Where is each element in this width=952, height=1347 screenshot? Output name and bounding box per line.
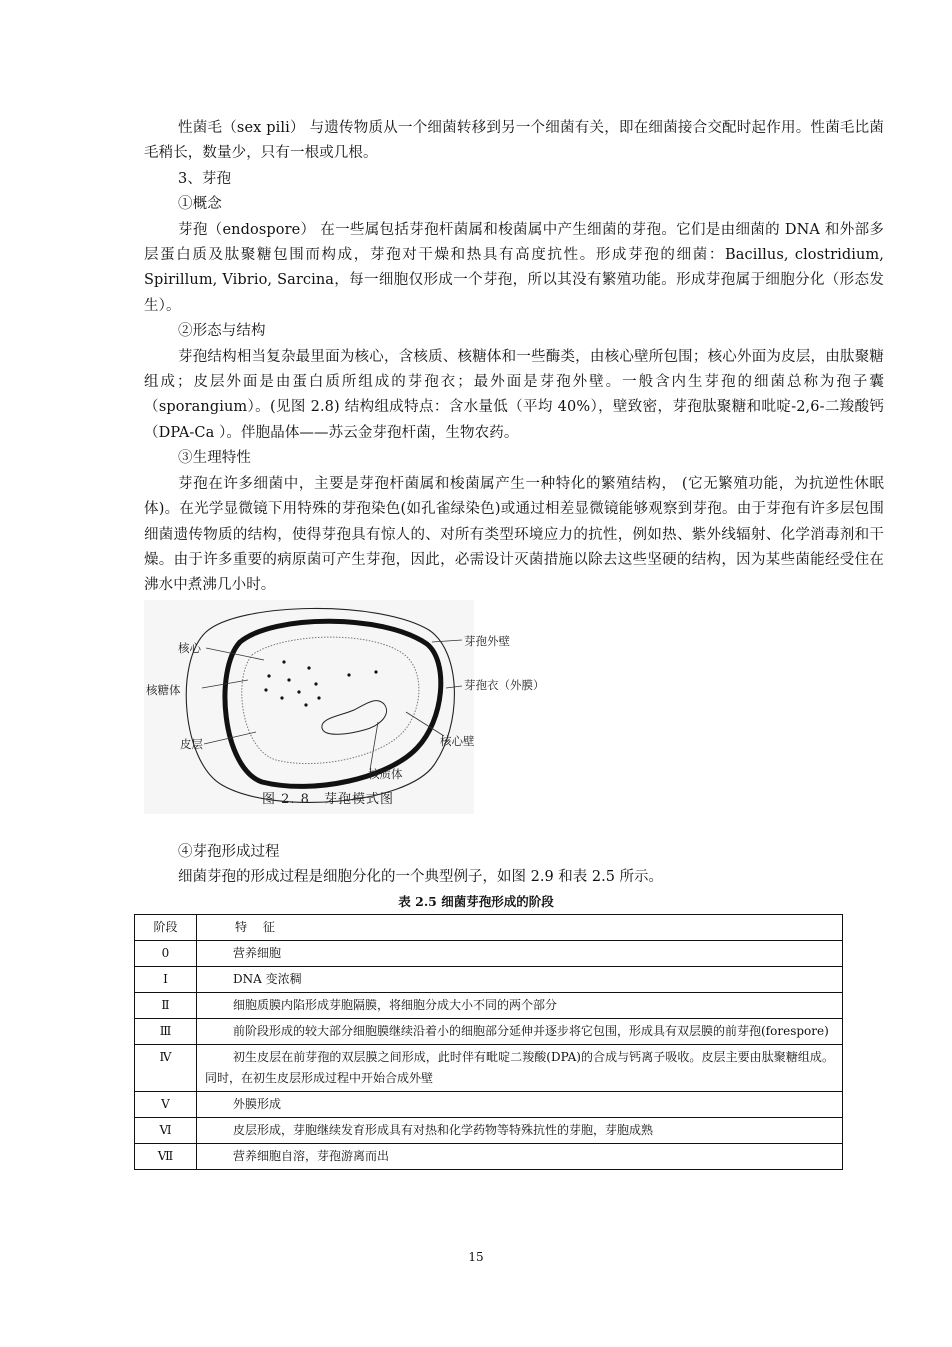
heading-morphology: ②形态与结构 xyxy=(178,323,266,340)
header-feature: 特 征 xyxy=(197,915,843,941)
paragraph-physiology: 芽孢在许多细菌中，主要是芽孢杆菌属和梭菌属产生一种特化的繁殖结构， (它无繁殖功能，为抗逆性休眠体)。在光学显微镜下用特殊的芽孢染色(如孔雀绿染色)或通过相差显微镜能够观察到芽孢。由于芽孢有许多层包围细菌遗传物质的结构，使得芽孢具有惊人的、对所有类型环境应力的抗性，例如热、紫外线辐射、化学消毒剂和干燥。由于许多重要的病原菌可产生芽孢，因此，必需设计灭菌措施以除去这些坚硬的结构，因为某些菌能经受住在沸水中煮沸几小时。 xyxy=(144,475,884,594)
stage-cell: Ⅲ xyxy=(135,1019,197,1045)
feature-cell: 营养细胞 xyxy=(197,941,843,967)
spore-diagram xyxy=(144,600,545,814)
label-core: 核心 xyxy=(178,641,201,655)
table-row xyxy=(135,941,843,967)
section-4 xyxy=(144,840,884,890)
label-spore-coat: 芽孢衣（外膜） xyxy=(464,678,545,692)
table-title: 表 2.5 细菌芽孢形成的阶段 xyxy=(398,894,554,909)
stage-cell: 0 xyxy=(135,941,197,967)
stage-cell: Ⅳ xyxy=(135,1045,197,1092)
paragraph-formation: 细菌芽孢的形成过程是细胞分化的一个典型例子，如图 2.9 和表 2.5 所示。 xyxy=(178,869,664,885)
feature-cell: 皮层形成，芽胞继续发育形成具有对热和化学药物等特殊抗性的芽胞，芽胞成熟 xyxy=(197,1118,843,1144)
header-stage: 阶段 xyxy=(135,915,197,941)
feature-cell: 初生皮层在前芽孢的双层膜之间形成，此时伴有毗啶二羧酸(DPA)的合成与钙离子吸收。皮层主要由肽聚糖组成。同时，在初生皮层形成过程中开始合成外壁 xyxy=(197,1045,843,1092)
core-wall-outline xyxy=(242,637,419,763)
stage-cell: Ⅴ xyxy=(135,1092,197,1118)
stages-table xyxy=(134,914,843,1170)
feature-cell: 营养细胞自溶，芽孢游离而出 xyxy=(197,1144,843,1170)
feature-cell: 前阶段形成的较大部分细胞膜继续沿着小的细胞部分延伸并逐步将它包围，形成具有双层膜的前芽孢(forespore) xyxy=(197,1019,843,1045)
feature-cell: DNA 变浓稠 xyxy=(197,967,843,993)
label-nucleoid: 核质体 xyxy=(368,767,403,781)
heading-spore: 3、芽孢 xyxy=(178,170,232,187)
label-exosporium: 芽孢外壁 xyxy=(464,634,510,648)
table-row xyxy=(135,1019,843,1045)
heading-formation: ④芽孢形成过程 xyxy=(178,844,280,860)
label-core-wall: 核心壁 xyxy=(440,734,475,748)
table-row xyxy=(135,1144,843,1170)
table-row xyxy=(135,1045,843,1092)
feature-cell: 外膜形成 xyxy=(197,1092,843,1118)
table-row xyxy=(135,967,843,993)
label-cortex: 皮层 xyxy=(180,737,203,751)
stage-cell: Ⅶ xyxy=(135,1144,197,1170)
heading-concept: ①概念 xyxy=(178,196,222,213)
body-text xyxy=(144,116,884,599)
table-row xyxy=(135,1092,843,1118)
ribosome-dots xyxy=(264,660,377,706)
table-header-row xyxy=(135,915,843,941)
stage-cell: Ⅵ xyxy=(135,1118,197,1144)
heading-physiology: ③生理特性 xyxy=(178,450,251,467)
spore-diagram-drawing xyxy=(144,600,474,814)
label-ribosome: 核糖体 xyxy=(146,683,181,697)
feature-cell: 细胞质膜内陷形成芽胞隔膜，将细胞分成大小不同的两个部分 xyxy=(197,993,843,1019)
stage-cell: Ⅱ xyxy=(135,993,197,1019)
figure-caption: 图 2. 8 芽孢模式图 xyxy=(262,792,394,807)
stage-cell: Ⅰ xyxy=(135,967,197,993)
paragraph-morphology: 芽孢结构相当复杂最里面为核心，含核质、核糖体和一些酶类，由核心壁所包围；核心外面为皮层，由肽聚糖组成；皮层外面是由蛋白质所组成的芽孢衣；最外面是芽孢外壁。一般含内生芽孢的细菌总称为孢子囊（sporangium）。(见图 2.8) 结构组成特点：含水量低（平均 40%），壁致密，芽孢肽聚糖和吡啶-2,6-二羧酸钙（DPA-Ca ）。伴胞晶体——苏云金芽孢杆菌，生物农药。 xyxy=(144,348,884,441)
table-row xyxy=(135,1118,843,1144)
paragraph-concept: 芽孢（endospore） 在一些属包括芽孢杆菌属和梭菌属中产生细菌的芽孢。它们是由细菌的 DNA 和外部多层蛋白质及肽聚糖包围而构成，芽孢对干燥和热具有高度抗性。形成芽孢的细菌：Bacillus, clostridium, Spirillum, Vibrio, Sarcina，每一细胞仅形成一个芽孢，所以其没有繁殖功能。形成芽孢属于细胞分化（形态发生）。 xyxy=(144,221,884,314)
table-row xyxy=(135,993,843,1019)
page-number: 15 xyxy=(468,1250,484,1264)
leader-lines xyxy=(202,640,462,770)
paragraph-sex-pili: 性菌毛（sex pili） 与遗传物质从一个细菌转移到另一个细菌有关，即在细菌接合交配时起作用。性菌毛比菌毛稍长，数量少，只有一根或几根。 xyxy=(144,120,884,162)
